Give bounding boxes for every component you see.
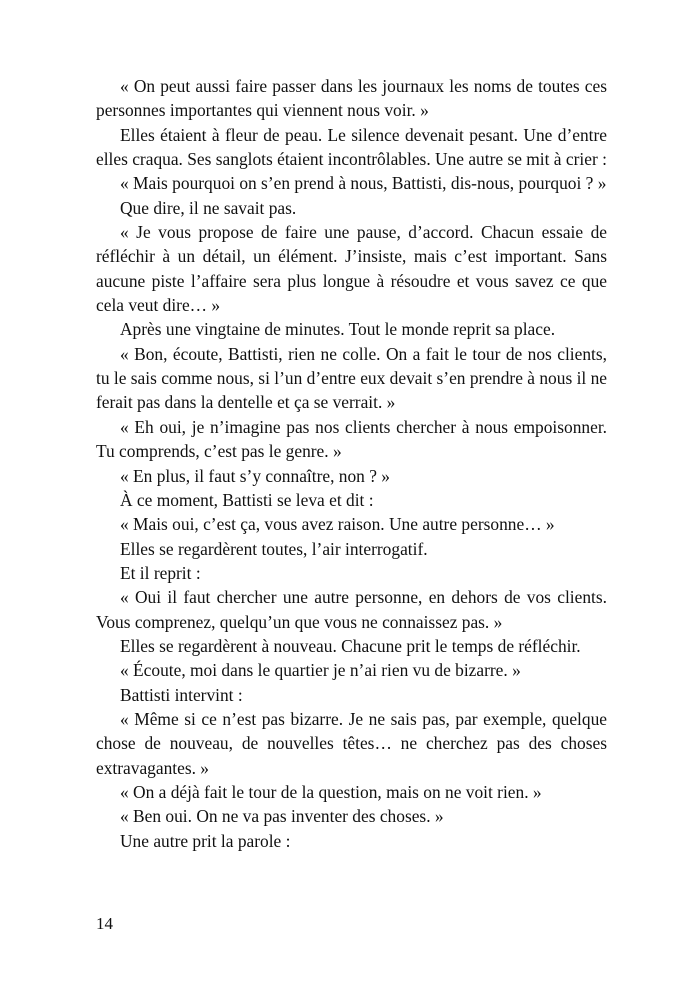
book-page-body [96,74,607,853]
paragraph: Après une vingtaine de minutes. Tout le monde reprit sa place. [120,319,556,340]
paragraph: « On peut aussi faire passer dans les journaux les noms de toutes ces personnes importantes qui viennent nous voir. » [96,76,607,121]
paragraph: « Eh oui, je n’imagine pas nos clients chercher à nous empoisonner. Tu comprends, c’est pas le genre. » [96,416,607,462]
paragraph: Elles étaient à fleur de peau. Le silence devenait pesant. Une d’entre elles craqua. Ses sanglots étaient incontrôlables. Une autre se mit à crier : [96,124,607,170]
paragraph: « En plus, il faut s’y connaître, non ? » [120,465,390,486]
paragraph: Que dire, il ne savait pas. [120,197,297,218]
page-number: 14 [96,914,113,933]
paragraph: « On a déjà fait le tour de la question, mais on ne voit rien. » [120,781,542,802]
paragraph: « Je vous propose de faire une pause, d’accord. Chacun essaie de réfléchir à un détail, un élément. J’insiste, mais c’est important. Sans aucune piste l’affaire sera plus longue à résoudre et vous savez ce que cela veut dire… » [96,222,607,316]
paragraph: « Mais pourquoi on s’en prend à nous, Battisti, dis-nous, pourquoi ? » [120,173,607,194]
paragraph: Elles se regardèrent toutes, l’air interrogatif. [120,538,428,559]
paragraph: « Ben oui. On ne va pas inventer des choses. » [120,806,444,827]
paragraph: « Bon, écoute, Battisti, rien ne colle. On a fait le tour de nos clients, tu le sais comme nous, si l’un d’entre eux devait s’en prendre à nous il ne ferait pas dans la dentelle et ça se verrait. » [96,343,607,413]
paragraph: Battisti intervint : [120,684,243,705]
paragraph: « Mais oui, c’est ça, vous avez raison. Une autre personne… » [120,514,555,535]
paragraph: À ce moment, Battisti se leva et dit : [120,489,374,510]
paragraph: « Oui il faut chercher une autre personne, en dehors de vos clients. Vous comprenez, quelqu’un que vous ne connaissez pas. » [96,587,607,632]
paragraph: Et il reprit : [120,562,201,583]
paragraph: « Écoute, moi dans le quartier je n’ai rien vu de bizarre. » [120,660,521,681]
paragraph: Elles se regardèrent à nouveau. Chacune prit le temps de réfléchir. [120,635,581,656]
paragraph: Une autre prit la parole : [120,830,291,851]
paragraph: « Même si ce n’est pas bizarre. Je ne sais pas, par exemple, quelque chose de nouveau, de nouvelles têtes… ne cherchez pas des choses extravagantes. » [96,708,607,778]
